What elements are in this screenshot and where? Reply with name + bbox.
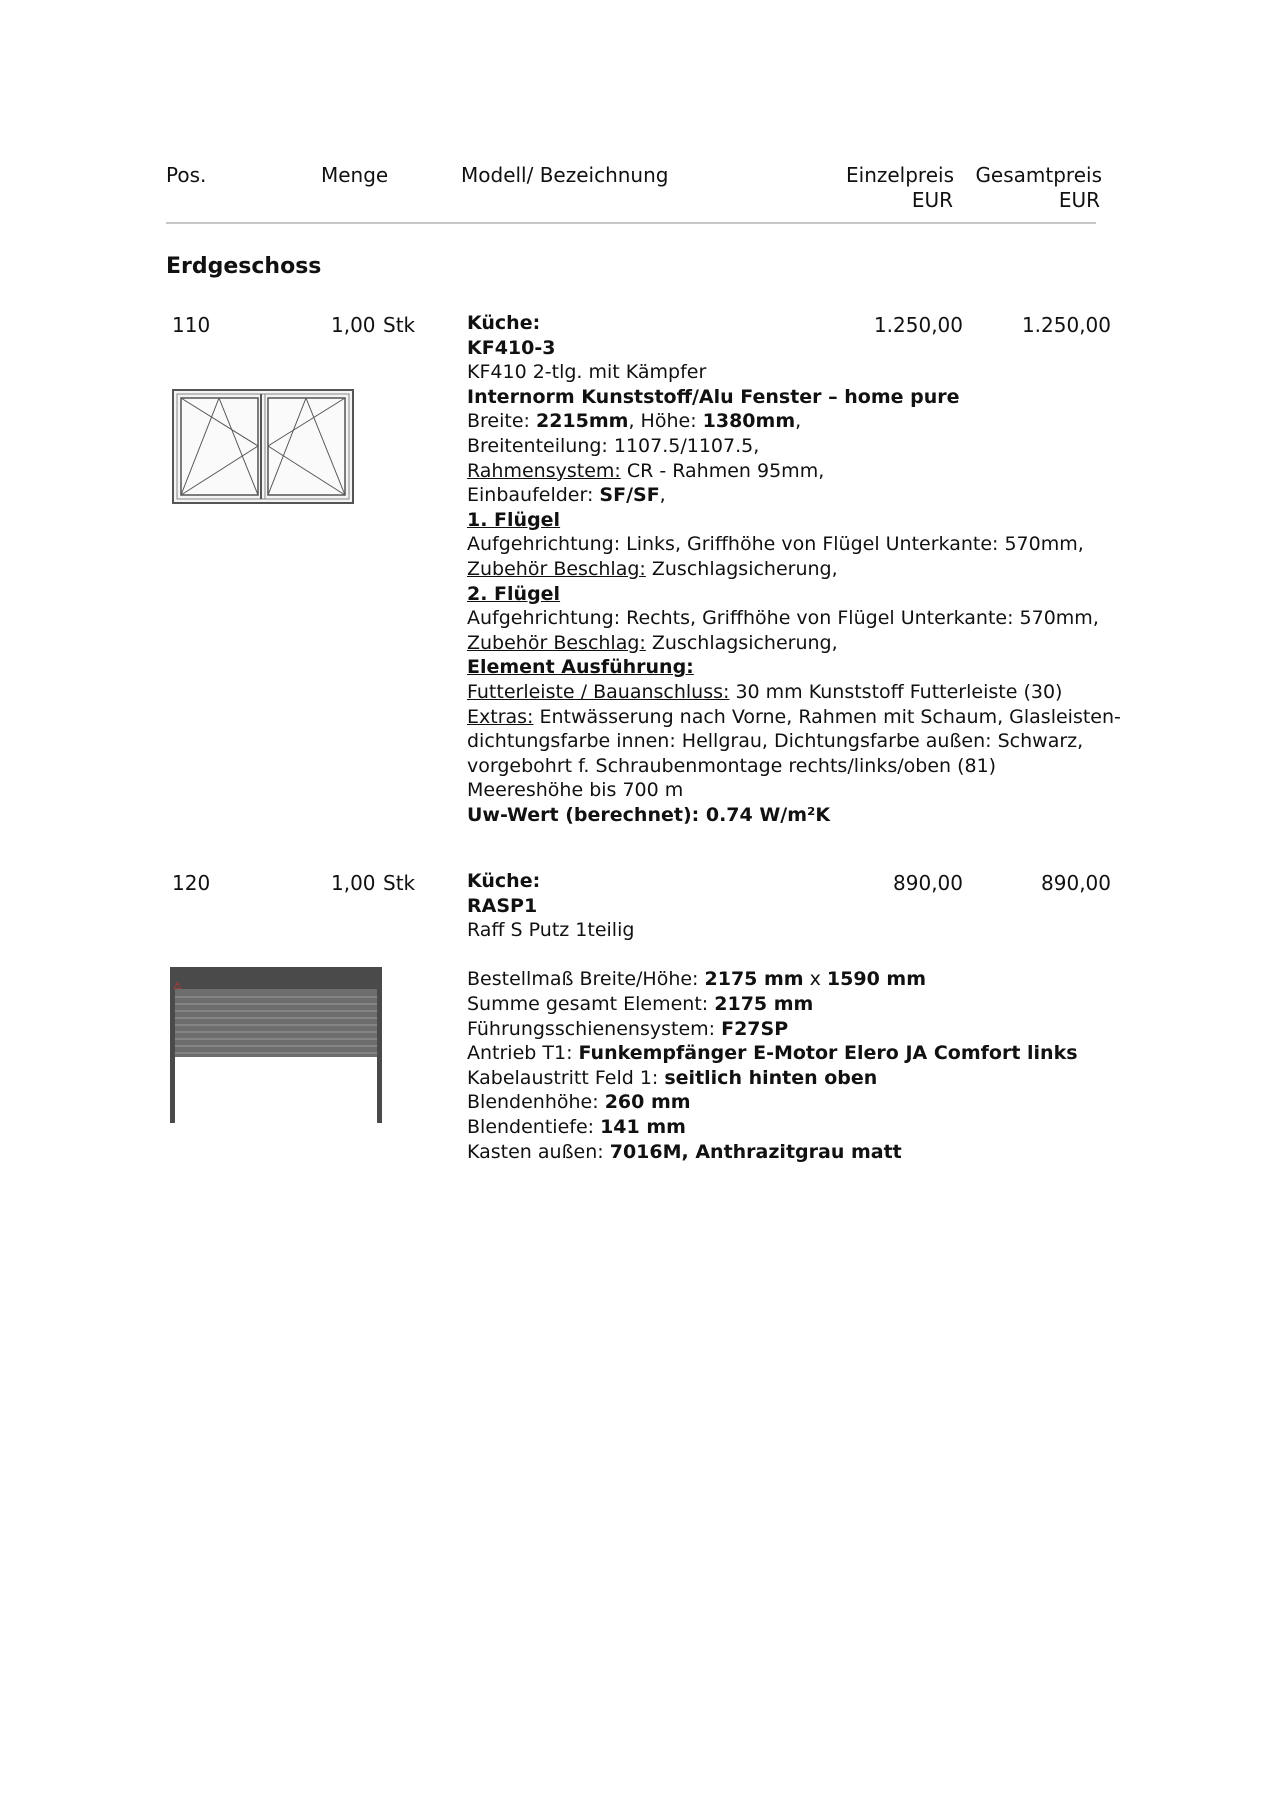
fluegel-2-title: 2. Flügel	[467, 582, 561, 605]
spec-extras-line-2: dichtungsfarbe innen: Hellgrau, Dichtungsfarbe außen: Schwarz,	[467, 730, 1084, 753]
spec-extras-line-3: vorgebohrt f. Schraubenmontage rechts/links/oben (81)	[467, 754, 997, 777]
item-product: Internorm Kunststoff/Alu Fenster – home pure	[467, 385, 960, 408]
spec-kasten: Kasten außen: 7016M, Anthrazitgrau matt	[467, 1140, 902, 1163]
col-modell-header: Modell/ Bezeichnung	[461, 163, 669, 187]
item-pos: 120	[172, 871, 211, 895]
spec-summe: Summe gesamt Element: 2175 mm	[467, 992, 814, 1015]
item-unit: Stk	[383, 871, 416, 895]
item-title: Küche:	[467, 870, 541, 892]
spec-blendenhoehe: Blendenhöhe: 260 mm	[467, 1091, 691, 1114]
item-total-price: 1.250,00	[1021, 313, 1111, 337]
item-total-price: 890,00	[1041, 871, 1111, 895]
spec-uwert: Uw-Wert (berechnet): 0.74 W/m²K	[467, 803, 831, 826]
blind-drawing	[168, 967, 386, 1125]
item-subtitle: KF410 2-tlg. mit Kämpfer	[467, 361, 707, 384]
spec-kabelaustritt: Kabelaustritt Feld 1: seitlich hinten oben	[467, 1066, 878, 1089]
spec-extras: Extras: Entwässerung nach Vorne, Rahmen mit Schaum, Glasleisten-	[467, 705, 1121, 728]
spec-bestellmass: Bestellmaß Breite/Höhe: 2175 mm x 1590 mm	[467, 968, 927, 991]
fluegel-1-title: 1. Flügel	[467, 508, 561, 531]
item-unit-price: 890,00	[893, 871, 963, 895]
spec-meereshoehe: Meereshöhe bis 700 m	[467, 779, 684, 802]
item-qty: 1,00	[331, 871, 376, 895]
section-title: Erdgeschoss	[166, 254, 322, 279]
spec-blendentiefe: Blendentiefe: 141 mm	[467, 1115, 686, 1138]
item-subtitle: Raff S Putz 1teilig	[467, 919, 635, 942]
col-gesamtpreis-header: Gesamtpreis	[975, 163, 1102, 187]
item-description	[467, 869, 1078, 1164]
spec-breitenteilung: Breitenteilung: 1107.5/1107.5,	[467, 434, 760, 457]
spec-rahmensystem: Rahmensystem: CR - Rahmen 95mm,	[467, 459, 825, 482]
col-gesamtpreis-unit: EUR	[1058, 188, 1100, 212]
spec-futterleiste: Futterleiste / Bauanschluss: 30 mm Kunststoff Futterleiste (30)	[467, 680, 1063, 703]
element-ausfuehrung-title: Element Ausführung:	[467, 656, 694, 679]
col-einzelpreis-header: Einzelpreis	[846, 163, 954, 187]
item-code: RASP1	[467, 894, 538, 917]
fluegel-2-zubehoer: Zubehör Beschlag: Zuschlagsicherung,	[467, 631, 838, 654]
item-title: Küche:	[467, 312, 541, 334]
col-pos-header: Pos.	[166, 163, 207, 187]
spec-einbaufelder: Einbaufelder: SF/SF,	[467, 484, 666, 507]
item-description	[467, 311, 1121, 827]
fluegel-2-aufgehrichtung: Aufgehrichtung: Rechts, Griffhöhe von Flügel Unterkante: 570mm,	[467, 607, 1099, 630]
fluegel-1-aufgehrichtung: Aufgehrichtung: Links, Griffhöhe von Flügel Unterkante: 570mm,	[467, 533, 1084, 556]
item-unit: Stk	[383, 313, 416, 337]
item-code: KF410-3	[467, 336, 556, 359]
svg-text:⚠: ⚠	[173, 981, 182, 992]
item-pos: 110	[172, 313, 211, 337]
window-drawing	[172, 389, 354, 504]
spec-fuehrung: Führungsschienensystem: F27SP	[467, 1017, 789, 1040]
header-divider	[166, 222, 1096, 224]
col-menge-header: Menge	[321, 163, 389, 187]
item-unit-price: 1.250,00	[873, 313, 963, 337]
item-qty: 1,00	[331, 313, 376, 337]
spec-antrieb: Antrieb T1: Funkempfänger E-Motor Elero JA Comfort links	[467, 1042, 1078, 1065]
spec-breite-hoehe: Breite: 2215mm, Höhe: 1380mm,	[467, 410, 802, 433]
fluegel-1-zubehoer: Zubehör Beschlag: Zuschlagsicherung,	[467, 557, 838, 580]
col-einzelpreis-unit: EUR	[911, 188, 953, 212]
